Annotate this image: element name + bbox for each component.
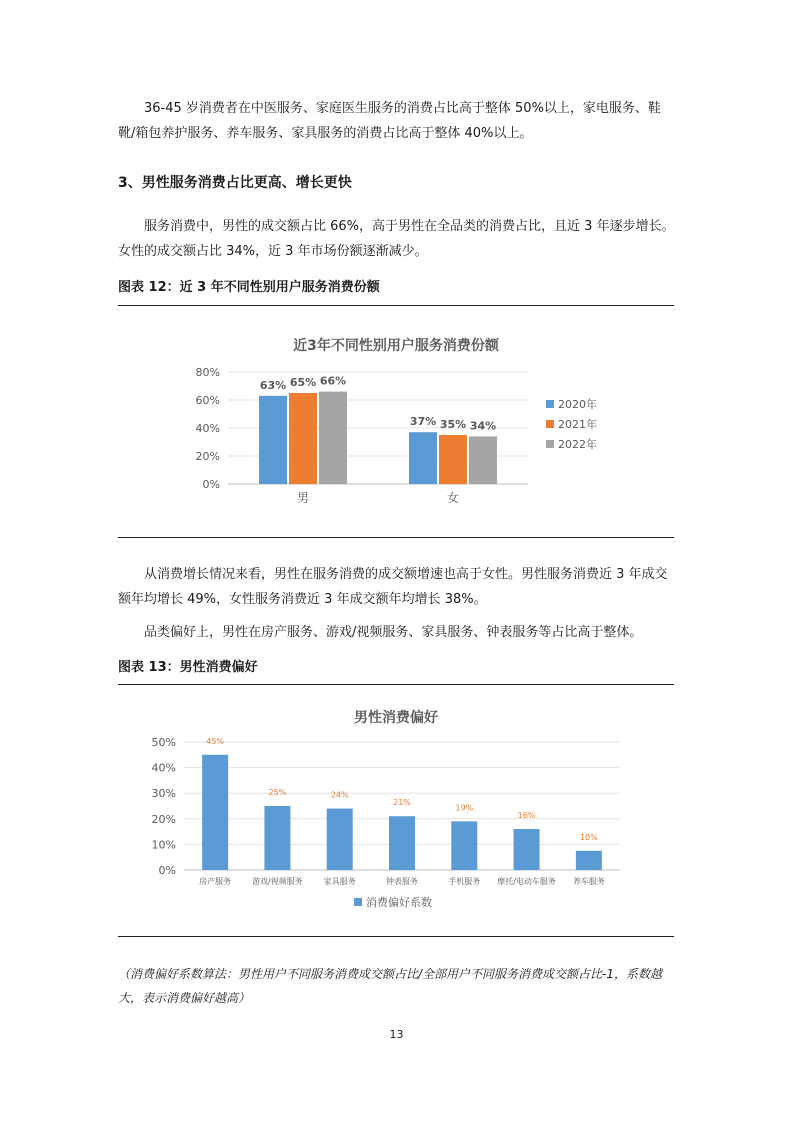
page-number: 13 [389, 1028, 404, 1041]
legend-label: 2021年 [558, 418, 597, 431]
x-category-label: 男 [296, 491, 310, 505]
y-tick-label: 50% [151, 736, 176, 749]
data-label: 63% [259, 378, 287, 392]
data-label: 34% [469, 419, 497, 433]
male-preference-chart [118, 692, 674, 928]
bar-2021年 [439, 435, 467, 484]
figure13-chart-container [118, 692, 674, 928]
bar [202, 755, 228, 870]
bar-2020年 [259, 396, 287, 484]
bar [576, 851, 602, 870]
bar [264, 806, 290, 870]
x-category-label: 养车服务 [572, 877, 605, 886]
legend-label: 2020年 [558, 398, 597, 411]
chart-title: 男性消费偏好 [354, 710, 438, 726]
figure12-top-rule [118, 305, 674, 306]
figure12-bottom-rule [118, 537, 674, 538]
y-tick-label: 0% [158, 864, 176, 877]
data-label: 66% [319, 374, 347, 388]
y-tick-label: 30% [151, 787, 176, 801]
intro-paragraph: 36-45 岁消费者在中医服务、家庭医生服务的消费占比高于整体 50%以上，家电服务、鞋靴/箱包养护服务、养车服务、家具服务的消费占比高于整体 40%以上。 [118, 101, 661, 141]
figure12-caption: 图表 12：近 3 年不同性别用户服务消费份额 [118, 280, 380, 295]
x-category-label: 家具服务 [323, 877, 356, 886]
section-paragraph: 服务消费中，男性的成交额占比 66%，高于男性在全品类的消费占比，且近 3 年逐步增长。女性的成交额占比 34%，近 3 年市场份额逐渐减少。 [118, 219, 675, 259]
x-category-label: 手机服务 [448, 877, 481, 886]
legend-label: 消费偏好系数 [366, 896, 432, 909]
bar-2021年 [289, 393, 317, 484]
algorithm-note: （消费偏好系数算法：男性用户不同服务消费成交额占比/全部用户不同服务消费成交额占比-1，系数越大，表示消费偏好越高） [118, 967, 663, 1005]
y-tick-label: 40% [151, 761, 176, 775]
y-tick-label: 60% [195, 394, 220, 407]
bar-2020年 [409, 432, 437, 484]
data-label: 25% [268, 788, 287, 797]
bar-2022年 [469, 436, 497, 484]
y-tick-label: 20% [151, 812, 176, 826]
y-tick-label: 20% [195, 450, 220, 463]
y-tick-label: 80% [195, 366, 220, 379]
y-tick-label: 40% [195, 422, 220, 435]
data-label: 24% [330, 790, 349, 800]
bar [389, 816, 415, 870]
bar [451, 821, 477, 870]
x-category-label: 游戏/视频服务 [252, 877, 303, 886]
legend-label: 2022年 [558, 438, 597, 451]
bar [514, 829, 540, 870]
section-heading: 3、男性服务消费占比更高、增长更快 [118, 175, 352, 191]
figure12-chart-container [118, 312, 674, 532]
figure13-bottom-rule [118, 936, 674, 937]
x-category-label: 摩托/电动车服务 [497, 877, 556, 886]
y-tick-label: 0% [202, 478, 220, 491]
data-label: 10% [579, 832, 598, 842]
figure13-top-rule [118, 684, 674, 685]
x-category-label: 钟表服务 [386, 877, 418, 886]
growth-paragraph: 从消费增长情况来看，男性在服务消费的成交额增速也高于女性。男性服务消费近 3 年成交额年均增长 49%，女性服务消费近 3 年成交额年均增长 38%。 [118, 567, 668, 607]
data-label: 16% [517, 811, 536, 821]
data-label: 21% [393, 798, 411, 808]
legend-swatch [546, 400, 554, 408]
data-label: 19% [455, 803, 474, 813]
legend-swatch [546, 420, 554, 428]
x-category-label: 女 [446, 491, 460, 505]
bar [327, 809, 353, 870]
figure13-caption: 图表 13：男性消费偏好 [118, 660, 258, 675]
data-label: 35% [439, 418, 467, 431]
legend-swatch [546, 440, 554, 448]
gender-share-chart [118, 312, 674, 532]
preference-paragraph: 品类偏好上，男性在房产服务、游戏/视频服务、家具服务、钟表服务等占比高于整体。 [144, 625, 643, 640]
bar-2022年 [319, 392, 347, 484]
data-label: 65% [289, 376, 317, 389]
chart-title: 近3年不同性别用户服务消费份额 [293, 338, 499, 354]
data-label: 45% [206, 736, 225, 746]
y-tick-label: 10% [151, 838, 176, 852]
x-category-label: 房产服务 [199, 877, 232, 886]
data-label: 37% [409, 415, 437, 429]
legend-swatch [354, 898, 362, 906]
